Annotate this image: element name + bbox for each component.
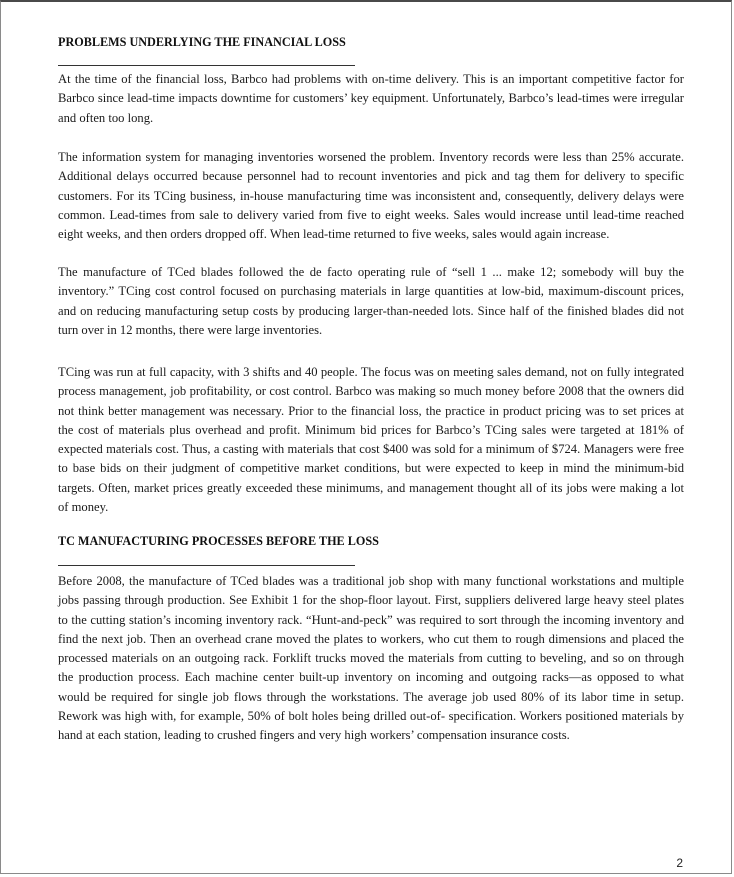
paragraph-job-shop: Before 2008, the manufacture of TCed blades was a traditional job shop with many functional workstations and multiple jobs passing through production. See Exhibit 1 for the shop-floor layout. First, suppliers delivered large heavy steel plates to the cutting station’s incoming inventory rack. “Hunt-and-peck” was required to sort through the incoming inventory and find the next job. Then an overhead crane moved the plates to workers, who cut them to rough dimensions and placed the processed materials on an outgoing rack. Forklift trucks moved the materials from cutting to beveling, and so on through the production process. Each machine center built-up inventory on incoming and outgoing racks—as opposed to what would be required for single job flows through the workstations. The average job used 80% of its labor time in setup. Rework was high with, for example, 50% of bolt holes being drilled out-of- specification. Workers positioned materials by hand at each station, leading to crushed fingers and very high workers’ compensation insurance costs. <box>58 574 684 743</box>
page-number: 2 <box>676 856 683 870</box>
paragraph-on-time-delivery: At the time of the financial loss, Barbco had problems with on-time delivery. This is an important competitive factor for Barbco since lead-time impacts downtime for customers’ key equipment. Unfortunately, Barbco’s lead-times were irregular and often too long. <box>58 72 684 125</box>
heading-underline <box>58 565 355 566</box>
paragraph-inventory-system: The information system for managing inventories worsened the problem. Inventory records were less than 25% accurate. Additional delays occurred because personnel had to recount inventories and pick and tag them for delivery to specific customers. For its TCing business, in-house manufacturing time was inconsistent and, consequently, delivery delays were common. Lead-times from sale to delivery varied from five to eight weeks. Sales would increase until lead-time reached eight weeks, and then orders dropped off. When lead-time returned to five weeks, sales would again increase. <box>58 150 684 242</box>
paragraph-tcing-capacity: TCing was run at full capacity, with 3 shifts and 40 people. The focus was on meeting sales demand, not on fully integrated process management, job profitability, or cost control. Barbco was making so much money before 2008 that the owners did not think better management was necessary. Prior to the financial loss, the practice in product pricing was to set prices at the cost of materials plus overhead and profit. Minimum bid prices for Barbco’s TCing sales were targeted at 181% of expected materials cost. Thus, a casting with materials that cost $400 was sold for a minimum of $724. Managers were free to base bids on their judgment of competitive market conditions, but were expected to keep in mind the minimum-bid targets. Often, market prices greatly exceeded these minimums, and management thought all of its jobs were making a lot of money. <box>58 365 684 515</box>
section-heading-tc-processes: TC MANUFACTURING PROCESSES BEFORE THE LOSS <box>58 534 379 548</box>
heading-underline <box>58 65 355 66</box>
section-heading-problems: PROBLEMS UNDERLYING THE FINANCIAL LOSS <box>58 35 346 49</box>
paragraph-tced-blades-manufacture: The manufacture of TCed blades followed the de facto operating rule of “sell 1 ... make 12; somebody will buy the inventory.” TCing cost control focused on purchasing materials in large quantities at low-bid, maximum-discount prices, and on reducing manufacturing setup costs by producing larger-than-needed lots. Since half of the finished blades did not turn over in 12 months, there were large inventories. <box>58 265 684 337</box>
